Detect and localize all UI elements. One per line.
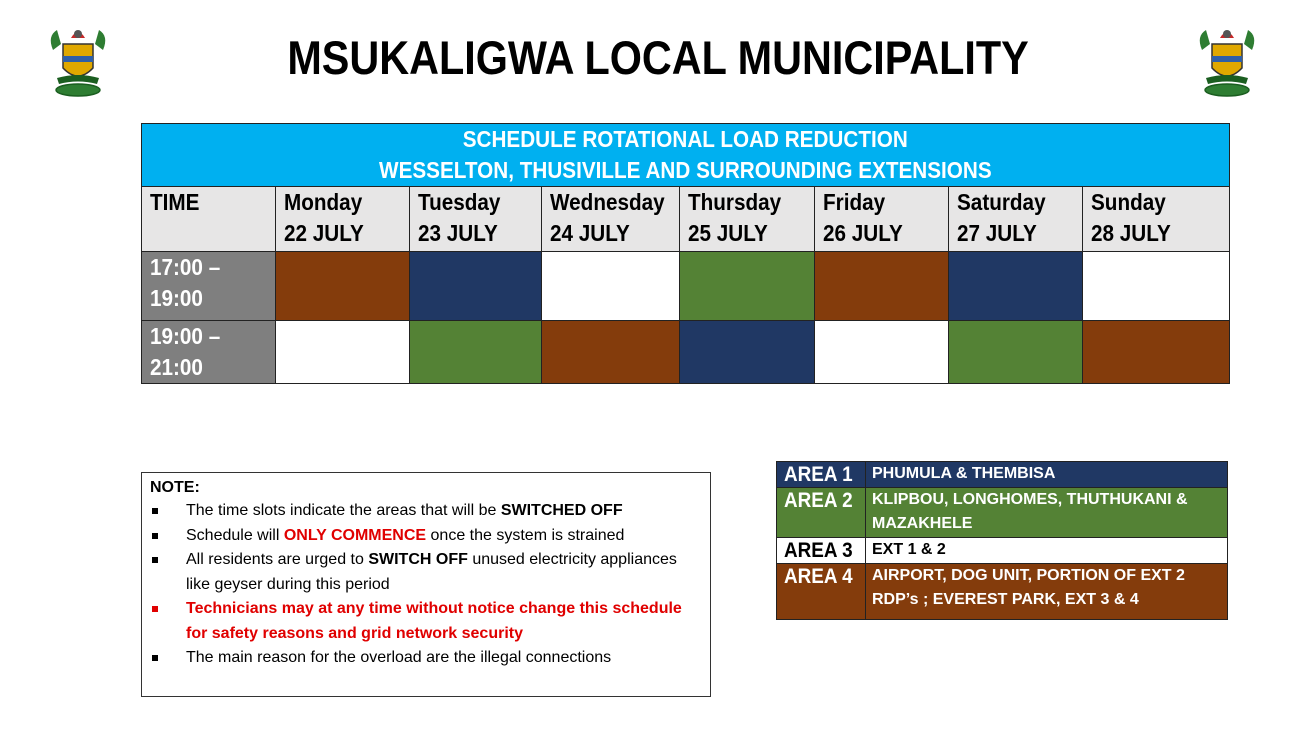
time-start: 19:00 – <box>150 323 221 349</box>
legend-row-area-4 <box>777 564 1228 620</box>
legend-area-name <box>777 462 866 488</box>
day-header-friday <box>814 187 948 252</box>
legend-row-area-2 <box>777 488 1228 538</box>
legend-row-area-3 <box>777 538 1228 564</box>
note-item <box>150 499 702 524</box>
note-text-end: unused electricity appliances like geyser during this period <box>186 551 677 593</box>
schedule-cell-area-1 <box>410 252 542 321</box>
note-item <box>150 548 702 597</box>
day-name: Thursday <box>688 189 782 215</box>
schedule-cell-area-3 <box>276 321 410 384</box>
schedule-table <box>141 123 1230 384</box>
schedule-cell-area-3 <box>542 252 680 321</box>
schedule-cell-area-1 <box>948 252 1082 321</box>
time-start: 17:00 – <box>150 254 221 280</box>
legend-area-description: AIRPORT, DOG UNIT, PORTION OF EXT 2 RDP’s ; EVEREST PARK, EXT 3 & 4 <box>866 564 1228 620</box>
legend-area-name <box>777 564 866 620</box>
day-header-sunday <box>1082 187 1229 252</box>
square-bullet-icon <box>152 533 158 539</box>
day-date: 24 JULY <box>550 220 631 246</box>
day-date: 23 JULY <box>418 220 499 246</box>
header-row <box>142 187 1230 252</box>
schedule-cell-area-2 <box>680 252 814 321</box>
time-slot-row <box>142 252 1230 321</box>
time-end: 19:00 <box>150 285 203 311</box>
note-list <box>150 499 702 671</box>
day-name: Tuesday <box>418 189 501 215</box>
time-header: TIME <box>142 187 276 252</box>
square-bullet-icon <box>152 606 158 612</box>
schedule-cell-area-4 <box>814 252 948 321</box>
schedule-cell-area-4 <box>1082 321 1229 384</box>
square-bullet-icon <box>152 508 158 514</box>
day-name: Sunday <box>1090 189 1166 215</box>
schedule-banner <box>142 124 1230 187</box>
note-text: Technicians may at any time without notice change this schedule for safety reasons and grid network security <box>186 600 682 642</box>
schedule-cell-area-3 <box>814 321 948 384</box>
note-item <box>150 597 702 646</box>
day-name: Wednesday <box>550 189 665 215</box>
day-name: Saturday <box>956 189 1046 215</box>
time-slot-row <box>142 321 1230 384</box>
legend-area-label: AREA 2 <box>784 489 853 512</box>
day-date: 22 JULY <box>284 220 364 246</box>
day-name: Monday <box>284 189 363 215</box>
note-item <box>150 646 702 671</box>
note-emphasis: SWITCH OFF <box>368 551 468 568</box>
time-end: 21:00 <box>150 354 203 380</box>
schedule-cell-area-4 <box>276 252 410 321</box>
day-header-tuesday <box>410 187 542 252</box>
legend-area-label: AREA 1 <box>784 463 853 486</box>
day-date: 26 JULY <box>822 220 903 246</box>
page-title: MSUKALIGWA LOCAL MUNICIPALITY <box>287 31 1029 84</box>
note-emphasis: ONLY COMMENCE <box>283 526 427 544</box>
time-slot-cell <box>142 321 276 384</box>
legend-area-label: AREA 3 <box>784 539 853 562</box>
banner-line-1: SCHEDULE ROTATIONAL LOAD REDUCTION <box>462 126 909 152</box>
banner-line-2: WESSELTON, THUSIVILLE AND SURROUNDING EXTENSIONS <box>379 157 992 183</box>
legend-area-description: KLIPBOU, LONGHOMES, THUTHUKANI & MAZAKHELE <box>866 488 1228 538</box>
note-box <box>141 472 711 697</box>
note-title: NOTE: <box>150 479 200 496</box>
note-text: Schedule will <box>186 526 284 544</box>
legend-area-name <box>777 488 866 538</box>
legend-area-description: EXT 1 & 2 <box>866 538 1228 564</box>
legend-area-name <box>777 538 866 564</box>
note-text: All residents are urged to <box>186 551 369 568</box>
schedule-cell-area-4 <box>542 321 680 384</box>
note-emphasis: SWITCHED OFF <box>500 502 623 519</box>
day-date: 25 JULY <box>688 220 769 246</box>
square-bullet-icon <box>152 655 158 661</box>
legend-area-label: AREA 4 <box>784 565 853 588</box>
day-header-saturday <box>948 187 1082 252</box>
day-date: 27 JULY <box>956 220 1037 246</box>
schedule-cell-area-3 <box>1082 252 1229 321</box>
schedule-cell-area-1 <box>680 321 814 384</box>
square-bullet-icon <box>152 557 158 563</box>
area-legend <box>776 461 1227 620</box>
day-header-wednesday <box>542 187 680 252</box>
day-date: 28 JULY <box>1090 220 1171 246</box>
time-slot-cell <box>142 252 276 321</box>
schedule-cell-area-2 <box>410 321 542 384</box>
note-text: The time slots indicate the areas that will be <box>186 502 501 519</box>
day-name: Friday <box>822 189 885 215</box>
note-text: The main reason for the overload are the illegal connections <box>186 649 612 666</box>
day-header-monday <box>276 187 410 252</box>
legend-area-description: PHUMULA & THEMBISA <box>866 462 1228 488</box>
schedule-cell-area-2 <box>948 321 1082 384</box>
note-item <box>150 524 702 549</box>
day-header-thursday <box>680 187 814 252</box>
legend-row-area-1 <box>777 462 1228 488</box>
note-text-end: once the system is strained <box>426 526 625 544</box>
